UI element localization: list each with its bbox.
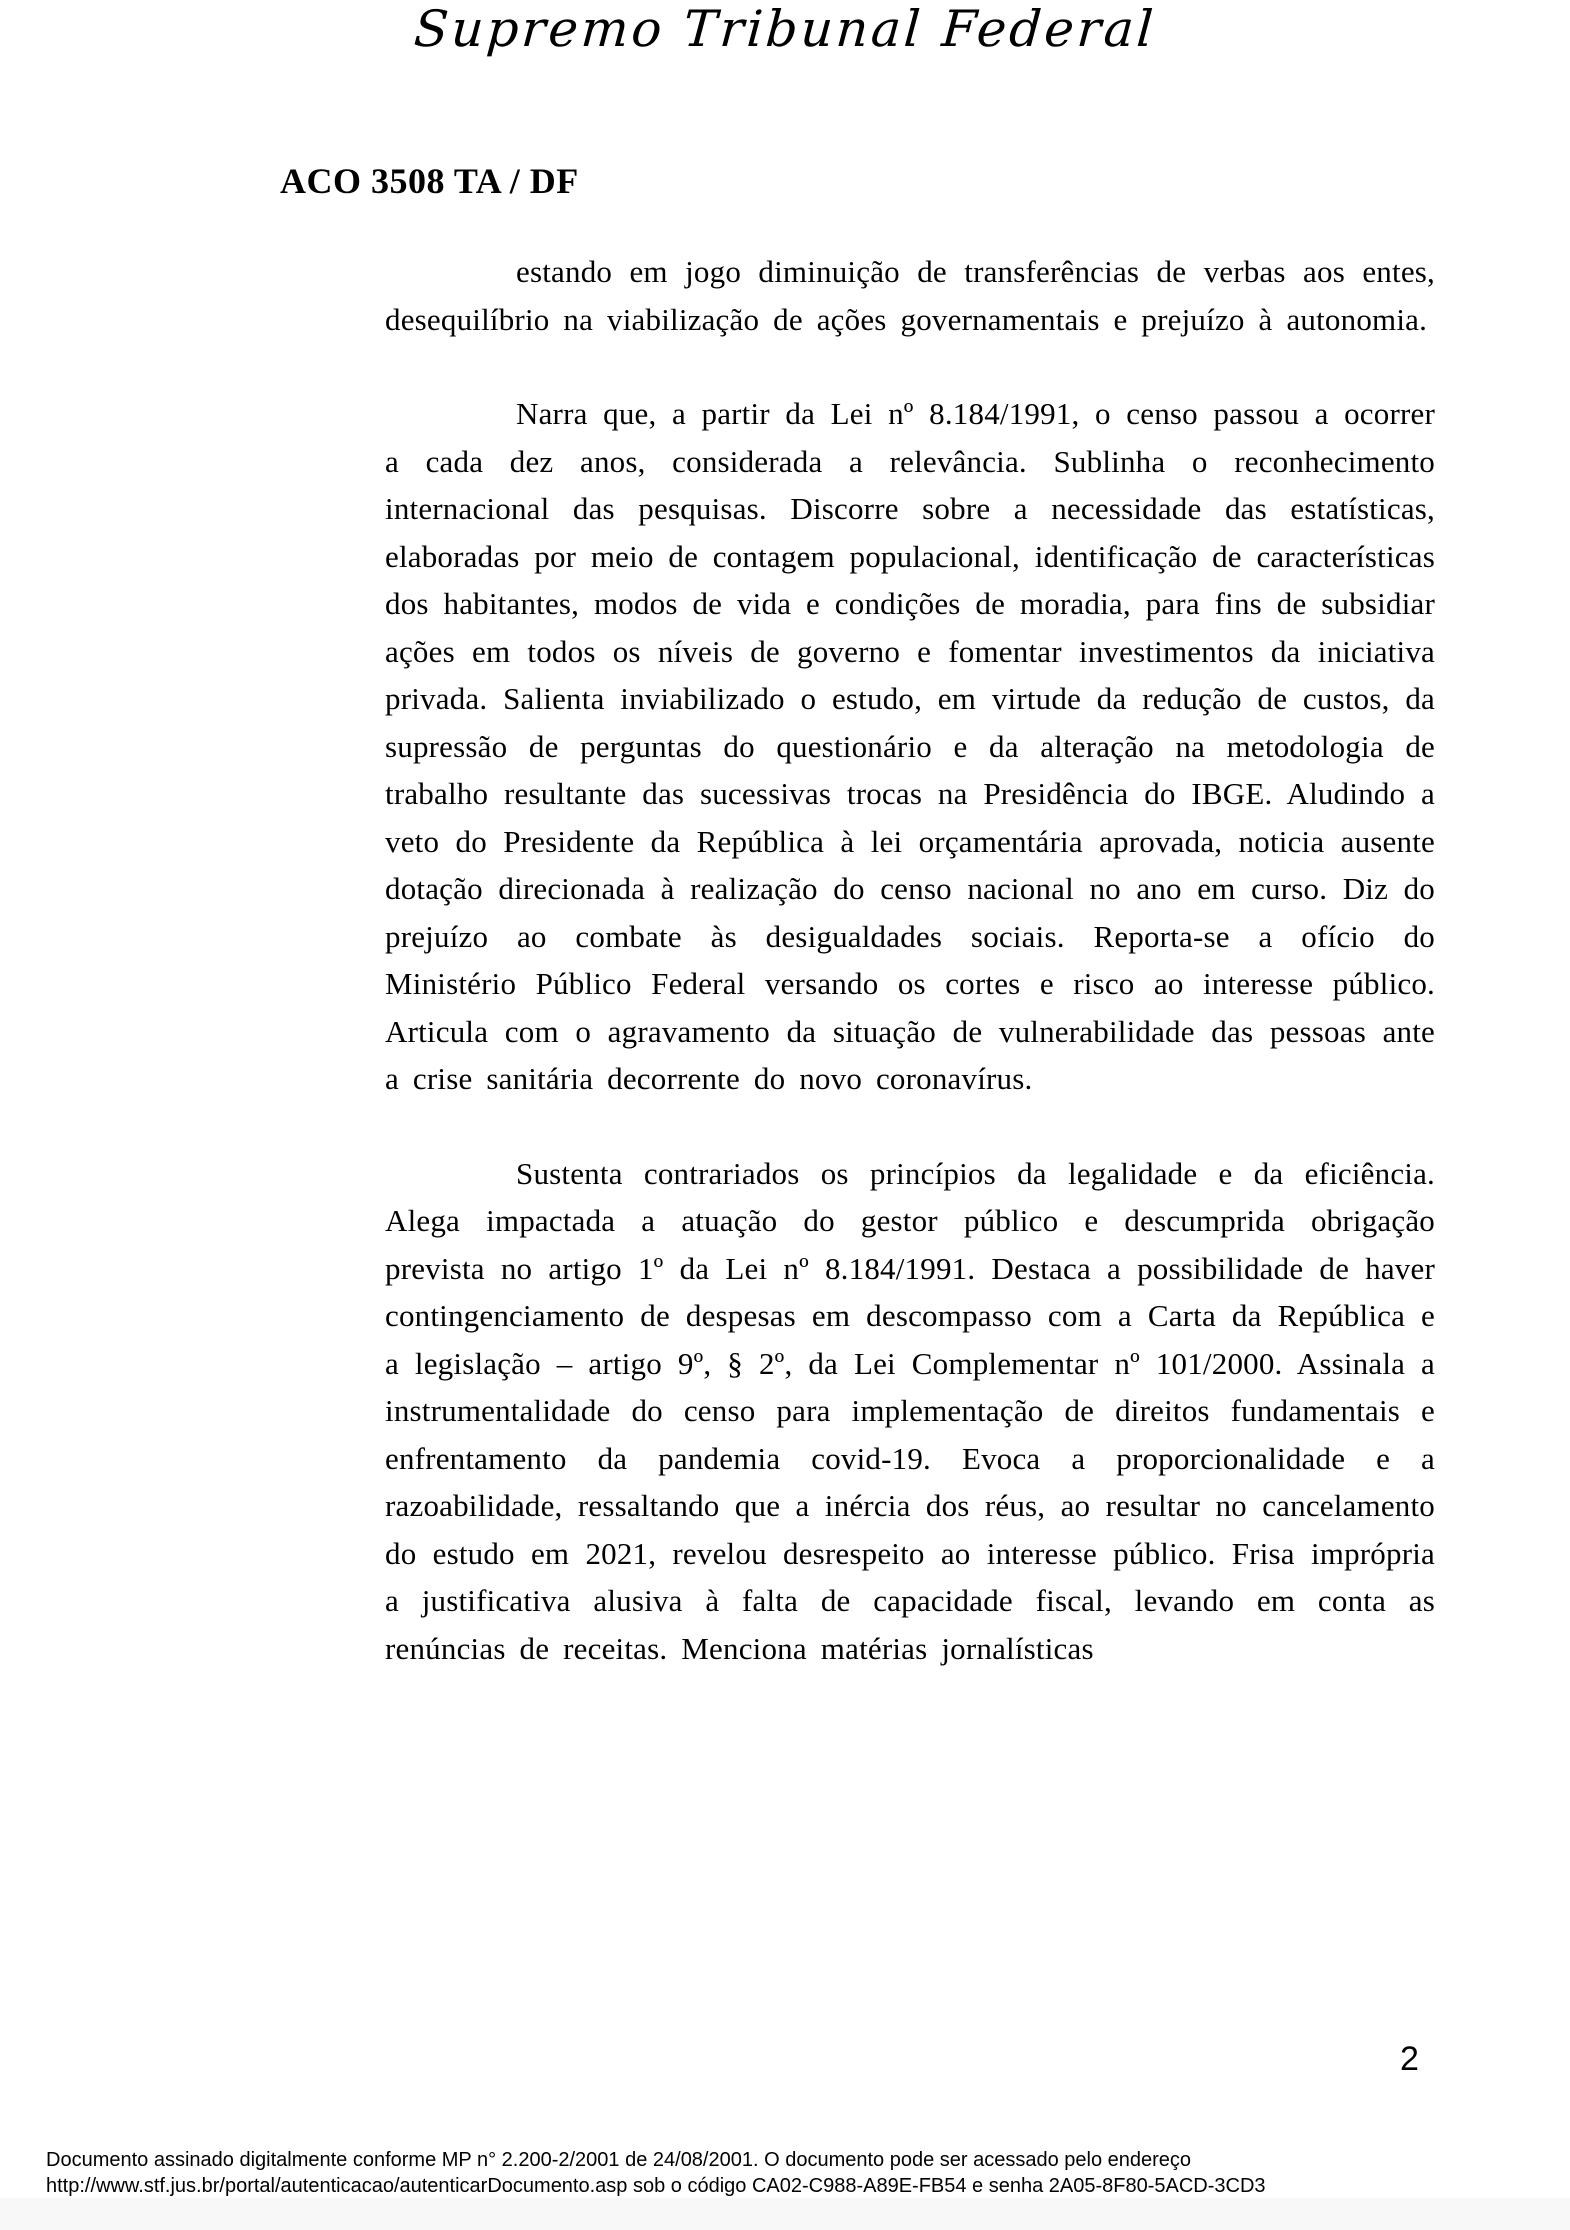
case-number: ACO 3508 TA / DF xyxy=(280,161,579,201)
scan-edge-artifact xyxy=(0,2198,1570,2230)
letterhead-script-title: Supremo Tribunal Federal xyxy=(412,0,1158,58)
paragraph: Sustenta contrariados os princípios da legalidade e da eficiência. Alega impactada a atuação do gestor público e descumprida obrigação prevista no artigo 1º da Lei nº 8.184/1991. Destaca a possibilidade de haver contingenciamento de despesas em descompasso com a Carta da República e a legislação – artigo 9º, § 2º, da Lei Complementar nº 101/2000. Assinala a instrumentalidade do censo para implementação de direitos fundamentais e enfrentamento da pandemia covid-19. Evoca a proporcionalidade e a razoabilidade, ressaltando que a inércia dos réus, ao resultar no cancelamento do estudo em 2021, revelou desrespeito ao interesse público. Frisa imprópria a justificativa alusiva à falta de capacidade fiscal, levando em conta as renúncias de receitas. Menciona matérias jornalísticas xyxy=(385,1155,1435,1666)
paragraph: Narra que, a partir da Lei nº 8.184/1991, o censo passou a ocorrer a cada dez anos, considerada a relevância. Sublinha o reconhecimento internacional das pesquisas. Discorre sobre a necessidade das estatísticas, elaboradas por meio de contagem populacional, identificação de características dos habitantes, modos de vida e condições de moradia, para fins de subsidiar ações em todos os níveis de governo e fomentar investimentos da iniciativa privada. Salienta inviabilizado o estudo, em virtude da redução de custos, da supressão de perguntas do questionário e da alteração na metodologia de trabalho resultante das sucessivas trocas na Presidência do IBGE. Aludindo a veto do Presidente da República à lei orçamentária aprovada, noticia ausente dotação direcionada à realização do censo nacional no ano em curso. Diz do prejuízo ao combate às desigualdades sociais. Reporta-se a ofício do Ministério Público Federal versando os cortes e risco ao interesse público. Articula com o agravamento da situação de vulnerabilidade das pessoas ante a crise sanitária decorrente do novo coronavírus. xyxy=(385,396,1435,1096)
document-body xyxy=(385,248,1435,1719)
page-number: 2 xyxy=(1400,2040,1419,2078)
footer-line-2: http://www.stf.jus.br/portal/autenticacao/autenticarDocumento.asp sob o código CA02-C988-A89E-FB54 e senha 2A05-8F80-5ACD-3CD3 xyxy=(46,2175,1266,2197)
signature-footer xyxy=(46,2147,1266,2199)
footer-line-1: Documento assinado digitalmente conforme MP n° 2.200-2/2001 de 24/08/2001. O documento pode ser acessado pelo endereço xyxy=(46,2149,1192,2171)
paragraph: estando em jogo diminuição de transferências de verbas aos entes, desequilíbrio na viabilização de ações governamentais e prejuízo à autonomia. xyxy=(385,254,1435,337)
